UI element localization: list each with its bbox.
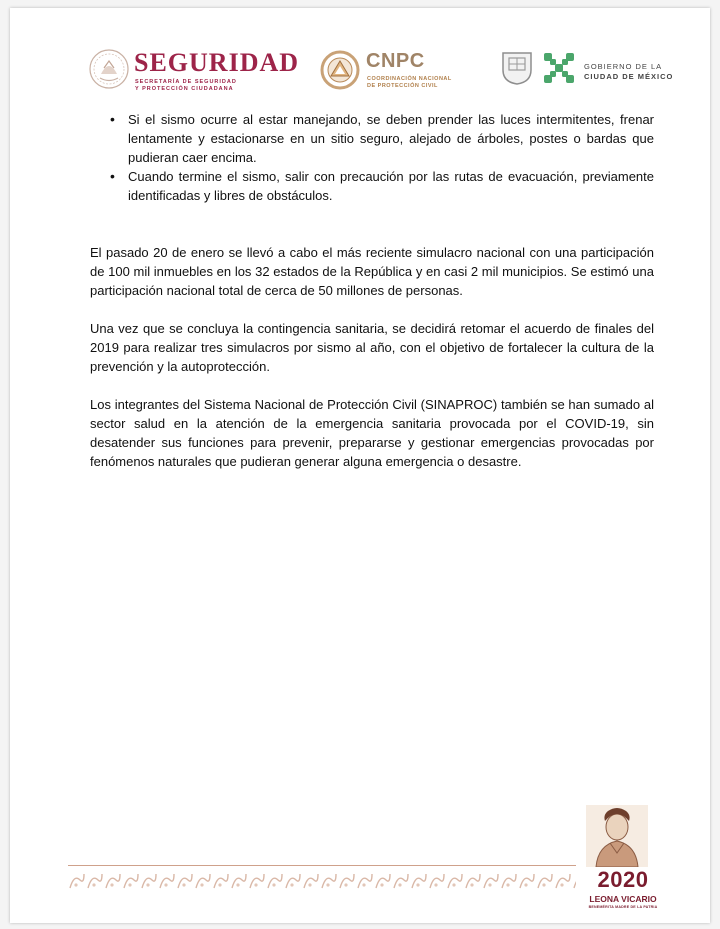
seguridad-logo bbox=[88, 46, 298, 98]
footer-year: 2020 bbox=[597, 867, 649, 892]
list-item: • Si el sismo ocurre al estar manejando, se deben prender las luces intermitentes, frenar lentamente y estacionarse en un sitio seguro, alejado de árboles, postes o bardas que pudieran caer encima. bbox=[128, 110, 654, 167]
seguridad-title: SEGURIDAD bbox=[134, 48, 300, 77]
footer-ornament-band bbox=[68, 870, 576, 892]
seguridad-subtitle-line1: SECRETARÍA DE SEGURIDAD bbox=[135, 79, 237, 85]
paragraph-simulacro: El pasado 20 de enero se llevó a cabo el más reciente simulacro nacional con una participación de 100 mil inmuebles en los 32 estados de la República y en casi 2 mil municipios. Se estimó una participación nacional total de cerca de 50 millones de personas. bbox=[90, 245, 654, 298]
footer-divider bbox=[68, 865, 576, 866]
paragraph-sinaproc: Los integrantes del Sistema Nacional de Protección Civil (SINAPROC) también se han sumado al sector salud en la atención de la emergencia sanitaria provocada por el COVID-19, sin desatender sus funciones para prevenir, prepararse y gestionar emergencias provocadas por fenómenos naturales que pudieran generar alguna emergencia o desastre. bbox=[90, 397, 654, 469]
cnpc-logo bbox=[320, 46, 460, 98]
footer-name: LEONA VICARIO bbox=[589, 894, 657, 904]
list-item: • Cuando termine el sismo, salir con precaución por las rutas de evacuación, previamente identificadas y libres de obstáculos. bbox=[128, 167, 654, 205]
seguridad-subtitle-line2: Y PROTECCIÓN CIUDADANA bbox=[135, 86, 234, 92]
cnpc-subtitle-line2: DE PROTECCIÓN CIVIL bbox=[367, 83, 438, 89]
letterhead bbox=[10, 8, 710, 108]
cnpc-subtitle-line1: COORDINACIÓN NACIONAL bbox=[367, 76, 452, 82]
civil-protection-icon bbox=[320, 48, 360, 92]
cdmx-logo bbox=[498, 46, 688, 96]
cdmx-title-line2: CIUDAD DE MÉXICO bbox=[584, 72, 674, 81]
footer-subtitle: BENEMÉRITA MADRE DE LA PATRIA bbox=[588, 905, 658, 909]
cnpc-title: CNPC bbox=[366, 50, 425, 72]
safety-bullet-list bbox=[90, 110, 654, 205]
national-coat-of-arms-icon bbox=[88, 48, 130, 90]
paragraph-contingencia: Una vez que se concluya la contingencia sanitaria, se decidirá retomar el acuerdo de finales del 2019 para realizar tres simulacros por sismo al año, con el objetivo de fortalecer la cultura de la prevención y la autoprotección. bbox=[90, 321, 654, 374]
document-body bbox=[90, 110, 654, 471]
cdmx-shield-icon bbox=[500, 50, 534, 86]
cdmx-x-icon bbox=[541, 50, 577, 86]
cdmx-title-line1: GOBIERNO DE LA bbox=[584, 62, 663, 71]
leona-vicario-emblem bbox=[582, 805, 692, 920]
document-page bbox=[10, 8, 710, 923]
leona-vicario-portrait-icon bbox=[586, 805, 648, 867]
